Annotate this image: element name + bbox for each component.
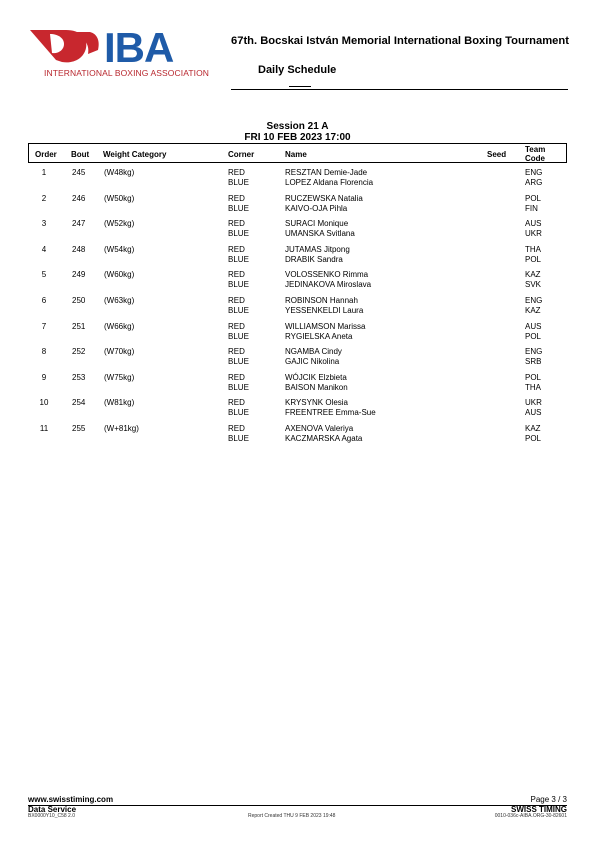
blue-corner-label: BLUE xyxy=(228,254,249,264)
bout-cell: 248 xyxy=(72,244,86,254)
corner-cell xyxy=(228,398,249,418)
team-code-cell xyxy=(525,296,542,316)
col-code: Code xyxy=(525,154,545,163)
red-corner-label: RED xyxy=(228,295,245,305)
blue-boxer-name: UMANSKA Svitlana xyxy=(285,229,355,239)
table-row xyxy=(28,398,567,424)
blue-boxer-name: LOPEZ Aldana Florencia xyxy=(285,178,374,187)
order-cell: 9 xyxy=(41,372,47,382)
blue-corner-label: BLUE xyxy=(228,357,249,367)
table-row xyxy=(28,270,567,296)
weight-category-cell: (W70kg) xyxy=(104,347,135,357)
red-team-code: THA xyxy=(525,244,541,254)
team-code-cell xyxy=(525,398,542,418)
blue-corner-label: BLUE xyxy=(228,331,249,341)
report-created: Report Created THU 9 FEB 2023 19:48 xyxy=(248,813,336,819)
corner-cell xyxy=(228,270,249,290)
blue-boxer-name: BAISON Manikon xyxy=(285,382,348,392)
red-team-code: ENG xyxy=(525,168,543,177)
table-row xyxy=(28,424,567,450)
red-corner-label: RED xyxy=(228,219,245,229)
bout-cell: 255 xyxy=(72,423,86,433)
red-boxer-name: ROBINSON Hannah xyxy=(285,295,358,305)
bout-list xyxy=(28,168,567,450)
name-cell xyxy=(285,398,376,418)
red-boxer-name: NGAMBA Cindy xyxy=(285,347,342,357)
blue-team-code: UKR xyxy=(525,229,542,239)
footer-url-link[interactable]: www.swisstiming.com xyxy=(28,795,114,804)
reference-code: 0010-036c-AIBA.ORG-30-82601 xyxy=(494,813,567,819)
bout-cell: 250 xyxy=(72,295,86,305)
red-boxer-name: RUCZEWSKA Natalia xyxy=(285,193,363,203)
weight-category-cell: (W66kg) xyxy=(104,321,135,331)
blue-corner-label: BLUE xyxy=(228,408,249,418)
name-cell xyxy=(285,270,371,290)
table-row xyxy=(28,168,567,194)
order-cell: 4 xyxy=(41,244,47,254)
name-cell xyxy=(285,168,373,188)
blue-team-code: THA xyxy=(525,382,541,392)
name-cell xyxy=(285,424,362,444)
col-corner: Corner xyxy=(228,150,255,159)
corner-cell xyxy=(228,347,249,367)
bout-cell: 247 xyxy=(72,219,86,229)
name-cell xyxy=(285,219,355,239)
blue-boxer-name: DRABIK Sandra xyxy=(285,254,343,264)
data-service-label: Data Service xyxy=(28,805,77,814)
blue-team-code: POL xyxy=(525,254,542,264)
blue-corner-label: BLUE xyxy=(228,203,249,213)
blue-boxer-name: KAIVO-OJA Pihla xyxy=(285,203,348,213)
table-row xyxy=(28,245,567,271)
page-number: Page 3 / 3 xyxy=(530,795,567,804)
red-corner-label: RED xyxy=(228,168,245,177)
header-divider-mark xyxy=(289,86,311,87)
session-date-time: FRI 10 FEB 2023 17:00 xyxy=(244,132,351,143)
blue-boxer-name: YESSENKELDI Laura xyxy=(285,305,364,315)
weight-category-cell: (W+81kg) xyxy=(104,423,139,433)
corner-cell xyxy=(228,296,249,316)
order-cell: 10 xyxy=(39,398,49,408)
blue-boxer-name: RYGIELSKA Aneta xyxy=(285,331,353,341)
name-cell xyxy=(285,245,350,265)
blue-team-code: SRB xyxy=(525,357,542,367)
name-cell xyxy=(285,296,363,316)
col-seed: Seed xyxy=(487,150,507,159)
bout-cell: 253 xyxy=(72,372,86,382)
team-code-cell xyxy=(525,373,541,393)
corner-cell xyxy=(228,322,249,342)
bout-cell: 252 xyxy=(72,347,86,357)
order-cell: 5 xyxy=(41,270,47,280)
red-corner-label: RED xyxy=(228,398,245,408)
corner-cell xyxy=(228,373,249,393)
order-cell: 11 xyxy=(39,423,49,433)
name-cell xyxy=(285,347,342,367)
red-corner-label: RED xyxy=(228,193,245,203)
red-boxer-name: WÓJCIK Elzbieta xyxy=(285,372,347,382)
name-cell xyxy=(285,194,363,214)
red-team-code: UKR xyxy=(525,398,542,408)
bout-cell: 245 xyxy=(72,168,86,177)
red-boxer-name: WILLIAMSON Marissa xyxy=(285,321,366,331)
swiss-timing-label: SWISS TIMING xyxy=(511,805,567,814)
red-boxer-name: JUTAMAS Jitpong xyxy=(285,244,350,254)
blue-team-code: FIN xyxy=(525,203,538,213)
blue-boxer-name: JEDINAKOVA Miroslava xyxy=(285,280,372,290)
red-boxer-name: KRYSYNK Olesia xyxy=(285,398,348,408)
table-row xyxy=(28,194,567,220)
order-cell: 8 xyxy=(41,347,47,357)
team-code-cell xyxy=(525,194,541,214)
red-corner-label: RED xyxy=(228,270,245,280)
table-row xyxy=(28,347,567,373)
name-cell xyxy=(285,322,365,342)
session-title: Session 21 A xyxy=(266,121,329,132)
blue-team-code: SVK xyxy=(525,280,542,290)
corner-cell xyxy=(228,245,249,265)
blue-corner-label: BLUE xyxy=(228,229,249,239)
logo-subtitle: INTERNATIONAL BOXING ASSOCIATION xyxy=(44,68,210,78)
bout-cell: 251 xyxy=(72,321,86,331)
event-title: 67th. Bocskai István Memorial International Boxing Tournament xyxy=(231,35,569,47)
blue-corner-label: BLUE xyxy=(228,305,249,315)
red-boxer-name: AXENOVA Valeriya xyxy=(285,423,354,433)
order-cell: 6 xyxy=(41,295,47,305)
red-team-code: POL xyxy=(525,372,542,382)
red-boxer-name: SURACI Monique xyxy=(285,219,349,229)
corner-cell xyxy=(228,194,249,214)
table-header xyxy=(28,143,567,163)
team-code-cell xyxy=(525,245,541,265)
red-team-code: KAZ xyxy=(525,423,541,433)
col-team: Team xyxy=(525,145,546,154)
red-corner-label: RED xyxy=(228,244,245,254)
blue-team-code: POL xyxy=(525,433,542,443)
blue-corner-label: BLUE xyxy=(228,382,249,392)
footer-divider xyxy=(28,805,567,806)
weight-category-cell: (W48kg) xyxy=(104,168,135,177)
blue-corner-label: BLUE xyxy=(228,280,249,290)
table-row xyxy=(28,322,567,348)
boxing-glove-icon xyxy=(30,30,99,62)
col-order: Order xyxy=(35,150,57,159)
red-team-code: AUS xyxy=(525,219,542,229)
table-row xyxy=(28,296,567,322)
weight-category-cell: (W52kg) xyxy=(104,219,135,229)
weight-category-cell: (W81kg) xyxy=(104,398,135,408)
weight-category-cell: (W75kg) xyxy=(104,372,135,382)
order-cell: 2 xyxy=(41,193,47,203)
blue-team-code: KAZ xyxy=(525,305,541,315)
red-corner-label: RED xyxy=(228,347,245,357)
table-row xyxy=(28,373,567,399)
blue-team-code: ARG xyxy=(525,178,543,187)
name-cell xyxy=(285,373,348,393)
red-corner-label: RED xyxy=(228,321,245,331)
blue-team-code: AUS xyxy=(525,408,542,418)
corner-cell xyxy=(228,424,249,444)
team-code-cell xyxy=(525,347,542,367)
order-cell: 7 xyxy=(41,321,47,331)
document-title: Daily Schedule xyxy=(258,64,337,76)
corner-cell xyxy=(228,219,249,239)
bout-cell: 246 xyxy=(72,193,86,203)
blue-corner-label: BLUE xyxy=(228,178,249,187)
document-code: BX0000Y10_C58 2.0 xyxy=(28,813,75,819)
col-weight-category: Weight Category xyxy=(103,150,167,159)
red-corner-label: RED xyxy=(228,423,245,433)
blue-boxer-name: GAJIC Nikolina xyxy=(285,357,340,367)
red-team-code: KAZ xyxy=(525,270,541,280)
order-cell: 3 xyxy=(41,219,47,229)
order-cell: 1 xyxy=(41,168,47,177)
team-code-cell xyxy=(525,322,541,342)
red-team-code: ENG xyxy=(525,347,543,357)
red-team-code: POL xyxy=(525,193,542,203)
col-name: Name xyxy=(285,150,307,159)
team-code-cell xyxy=(525,270,541,290)
weight-category-cell: (W50kg) xyxy=(104,193,135,203)
col-bout: Bout xyxy=(71,150,90,159)
weight-category-cell: (W63kg) xyxy=(104,295,135,305)
team-code-cell xyxy=(525,424,541,444)
weight-category-cell: (W54kg) xyxy=(104,244,135,254)
weight-category-cell: (W60kg) xyxy=(104,270,135,280)
red-team-code: ENG xyxy=(525,295,543,305)
header-divider xyxy=(231,89,568,90)
red-team-code: AUS xyxy=(525,321,542,331)
red-boxer-name: RESZTAN Demie-Jade xyxy=(285,168,368,177)
blue-corner-label: BLUE xyxy=(228,433,249,443)
red-boxer-name: VOLOSSENKO Rimma xyxy=(285,270,369,280)
bout-cell: 249 xyxy=(72,270,86,280)
bout-cell: 254 xyxy=(72,398,86,408)
logo-letters: IBA xyxy=(104,24,174,71)
team-code-cell xyxy=(525,219,542,239)
red-corner-label: RED xyxy=(228,372,245,382)
blue-team-code: POL xyxy=(525,331,542,341)
team-code-cell xyxy=(525,168,542,188)
blue-boxer-name: KACZMARSKA Agata xyxy=(285,433,363,443)
blue-boxer-name: FREENTREE Emma-Sue xyxy=(285,408,376,418)
table-row xyxy=(28,219,567,245)
corner-cell xyxy=(228,168,249,188)
